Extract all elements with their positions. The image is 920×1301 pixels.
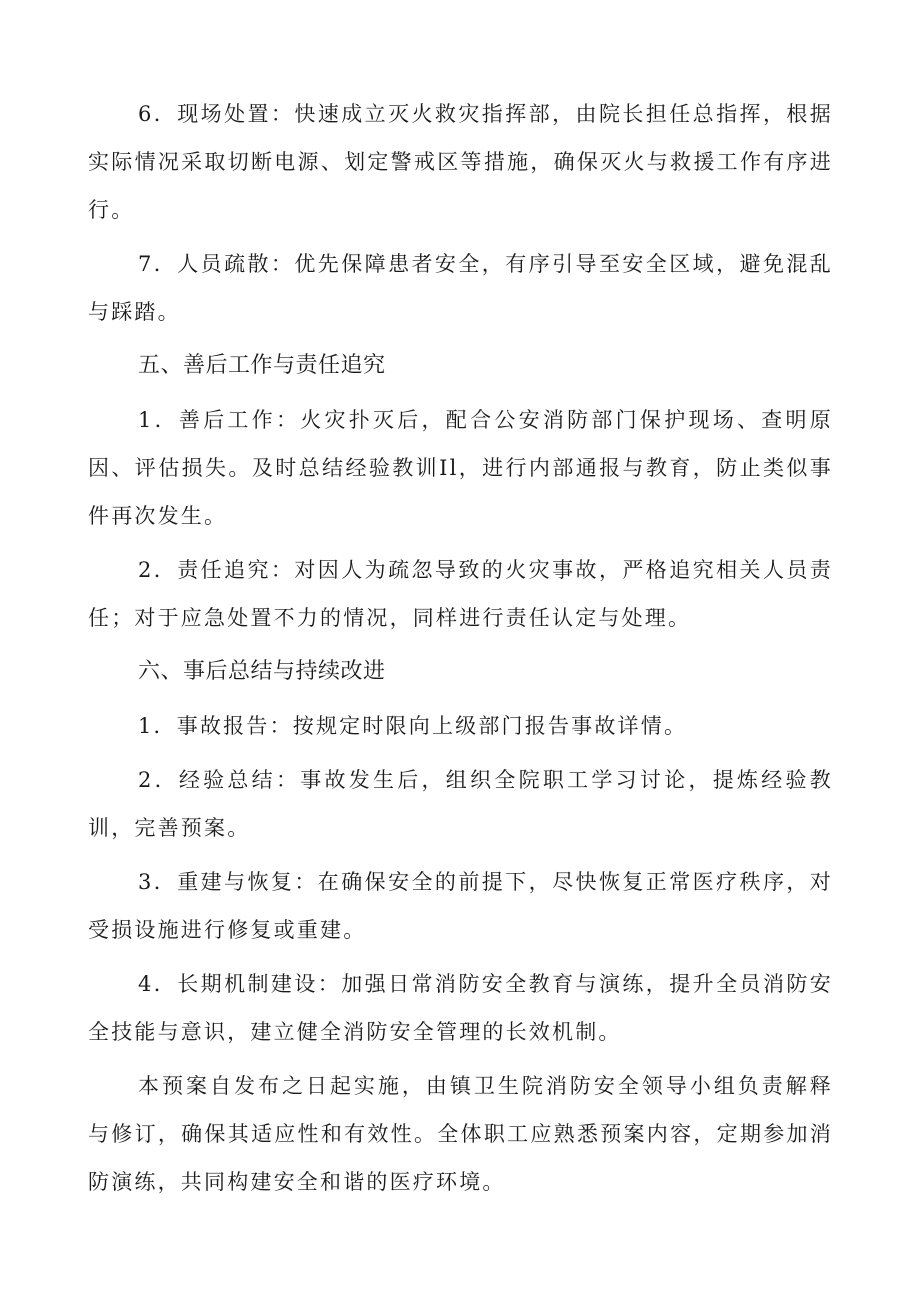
section-6-heading: 六、事后总结与持续改进 bbox=[138, 659, 386, 684]
closing-paragraph: 本预案自发布之日起实施，由镇卫生院消防安全领导小组负责解释与修订，确保其适应性和有效性。全体职工应熟悉预案内容，定期参加消防演练，共同构建安全和谐的医疗环境。 bbox=[88, 1074, 833, 1194]
section-5-heading: 五、善后工作与责任追究 bbox=[138, 353, 386, 378]
section-5-item-1: 1．善后工作：火灾扑灭后，配合公安消防部门保护现场、查明原因、评估损失。及时总结经验教训Il，进行内部通报与教育，防止类似事件再次发生。 bbox=[88, 408, 833, 528]
section-5-item-2: 2．责任追究：对因人为疏忽导致的火灾事故，严格追究相关人员责任；对于应急处置不力的情况，同样进行责任认定与处理。 bbox=[88, 558, 833, 630]
section-6-item-4: 4．长期机制建设：加强日常消防安全教育与演练，提升全员消防安全技能与意识，建立健全消防安全管理的长效机制。 bbox=[88, 972, 833, 1044]
item-7-evacuation: 7．人员疏散：优先保障患者安全，有序引导至安全区域，避免混乱与踩踏。 bbox=[88, 252, 833, 324]
section-6-item-3: 3．重建与恢复：在确保安全的前提下，尽快恢复正常医疗秩序，对受损设施进行修复或重建。 bbox=[88, 870, 833, 942]
section-6-item-1: 1．事故报告：按规定时限向上级部门报告事故详情。 bbox=[138, 714, 688, 738]
item-6-on-site-handling: 6．现场处置：快速成立灭火救灾指挥部，由院长担任总指挥，根据实际情况采取切断电源、划定警戒区等措施，确保灭火与救援工作有序进行。 bbox=[88, 102, 833, 222]
document-page bbox=[88, 90, 833, 1206]
section-6-item-2: 2．经验总结：事故发生后，组织全院职工学习讨论，提炼经验教训，完善预案。 bbox=[88, 768, 833, 840]
